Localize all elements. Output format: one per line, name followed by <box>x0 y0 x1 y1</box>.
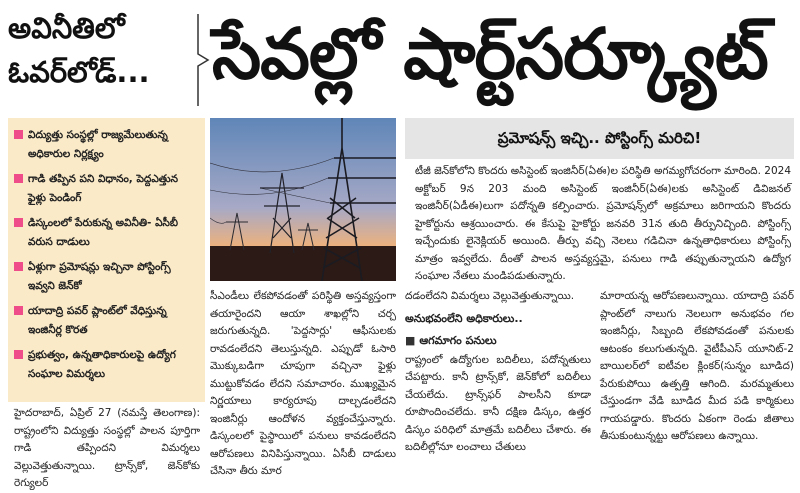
subhead: ప్రమోషన్స్ ఇచ్చి.. పోస్టింగ్స్ మరిచి! <box>497 129 702 147</box>
highlights-box <box>8 118 205 402</box>
bullet-icon <box>14 130 23 139</box>
article-column-2: సీఎండీలు లేకపోవడంతో పరిస్థితి అస్తవ్యస్తంగా తయారైందని ఆయా శాఖల్లోని చర్చ జరుగుతున్నది. 'పెద్దసార్లు' ఆఫీసులకు రావడంలేదని తెలుస్తున్నది. ఎప్పుడో ఓసారి మొక్కుబడిగా చూపుగా వచ్చినా ఫైళ్లు ముట్టుకోవడం లేదని సమాచారం. ముఖ్యమైన నిర్ణయాలు కార్యరూపు దాల్చడంలేదని ఇంజినీర్లు ఆందోళన వ్యక్తంచేస్తున్నారు. డిస్కంలలో పైస్థాయిలో పనులు కావడంలేదని ఆరోపణలు వినిపిస్తున్నాయి. ఏసీబీ దాడులు చేసినా తీరు మార <box>210 290 396 477</box>
column-3-lead: దడంలేదని విమర్శలు వెల్లువెత్తుతున్నాయి. <box>405 290 575 302</box>
subhead-paragraph: టీజీ జెన్‌కోలోని కొందరు అసిస్టెంట్ ఇంజినీర్(ఏఈ)ల పరిస్థితి అగమ్యగోచరంగా మారింది. 2024 అక్టోబర్ 9న 203 మంది అసిస్టెంట్ ఇంజినీర్(ఏఈ)లకు అసిస్టెంట్ డివిజనల్ ఇంజినీర్(ఏడీఈ)లుగా పదోన్నతి కల్పించారు. ప్రమోషన్స్‌లో అక్రమాలు జరిగాయని కొందరు హైకోర్టును ఆశ్రయించారు. ఈ కేసుపై హైకోర్టు జనవరి 31న తుది తీర్పునిచ్చింది. పోస్టింగ్స్ ఇచ్చేందుకు లైనెక్లియర్ అయింది. తీర్పు వచ్చి నెలలు గడిచినా ఉన్నతాధికారులు పోస్టింగ్స్ మాత్రం ఇవ్వలేదు. దీంతో పాలన అస్తవ్యస్తమై, పనులు గాడి తప్పుతున్నాయని ఉద్యోగ సంఘాల నేతలు మండిపడుతున్నారు. <box>415 165 791 282</box>
bullet-icon <box>14 218 23 227</box>
highlight-item: గాడి తప్పిన పని విధానం, పెద్దఎత్తున ఫైళ్లు పెండింగ్ <box>14 170 199 208</box>
highlight-item: యాదాద్రి పవర్ ప్లాంట్‌లో వేధిస్తున్న ఇంజినీర్ల కొరత <box>14 302 199 340</box>
transmission-tower-photo <box>210 118 396 281</box>
kicker-divider <box>196 14 210 106</box>
bullet-icon <box>14 350 23 359</box>
highlight-item: విద్యుత్తు సంస్థల్లో రాజ్యమేలుతున్న అధికారుల నిర్లక్ష్యం <box>14 126 199 164</box>
bullet-icon <box>14 262 23 271</box>
section-heading-1: అనుభవంలేని అధికారులు.. <box>405 311 523 325</box>
star-icon: ■ <box>405 333 416 347</box>
column-3-body: రాష్ట్రంలో ఉద్యోగుల బదిలీలు, పదోన్నతులు చేపట్టారు. కానీ ట్రాన్స్‌కో, జెన్‌కోలో బదిలీలు చేయలేదు. ట్రాన్స్‌ఫర్ పాలసీని కూడా రూపొందించలేదు. కానీ దక్షిణ డిస్కం, ఉత్తర డిస్కం పరిధిలో మాత్రమే బదిలీలు చేశారు. ఈ బదిలీల్లోనూ లంచాలు చేతులు <box>405 353 591 453</box>
kicker-line-1: అవినీతిలో <box>8 11 125 45</box>
headline: సేవల్లో షార్ట్‌సర్క్యూట్ <box>212 13 768 95</box>
highlight-item: డిస్కంలలో పేరుకున్న అవినీతి- ఏసీబీ వరుస దాడులు <box>14 214 199 252</box>
article-column-1: హైదరాబాద్, ఏప్రిల్ 27 (నమస్తే తెలంగాణ): రాష్ట్రంలోని విద్యుత్తు సంస్థల్లో పాలన పూర్తిగా గాడి తప్పిందని విమర్శలు వెల్లువెత్తుతున్నాయి. ట్రాన్స్‌కో, జెన్‌కోకు రెగ్యులర్ <box>14 407 200 489</box>
section-heading-2: ■ ఆగమాగం పనులు <box>405 333 497 347</box>
bullet-icon <box>14 174 23 183</box>
article-column-3 <box>405 288 591 466</box>
highlight-item: ప్రభుత్వం, ఉన్నతాధికారులపై ఉద్యోగ సంఘాల విమర్శలు <box>14 346 199 384</box>
kicker <box>8 6 193 110</box>
bullet-icon <box>14 306 23 315</box>
highlight-item: ఏళ్లుగా ప్రమోషన్లు ఇచ్చినా పోస్టింగ్స్ ఇవ్వని జెన్‌కో <box>14 258 199 296</box>
kicker-line-2: ఓవర్‌లోడ్... <box>8 55 150 89</box>
article-column-4: మారాయన్న ఆరోపణలున్నాయి. యాదాద్రి పవర్ ప్లాంట్‌లో నాలుగు నెలలుగా అనుభవం గల ఇంజినీర్లు, సిబ్బంది లేకపోవడంతో పనులకు ఆటంకం కలుగుతున్నది. వైటీపీఎస్ యూనిట్-2 బాయిలర్‌లో ఐటీవల క్లింకర్(సున్నం బూడిద) పేరుకుపోయి ఉత్పత్తి ఆగింది. మరమ్మతులు చేస్తుండగా వేడి బూడిద మీద పడి కార్మికులు గాయపడ్డారు. కొందరు ఏకంగా రెండు జీతాలు తీసుకుంటున్నట్టు ఆరోపణలు ఉన్నాయి. <box>600 290 794 442</box>
